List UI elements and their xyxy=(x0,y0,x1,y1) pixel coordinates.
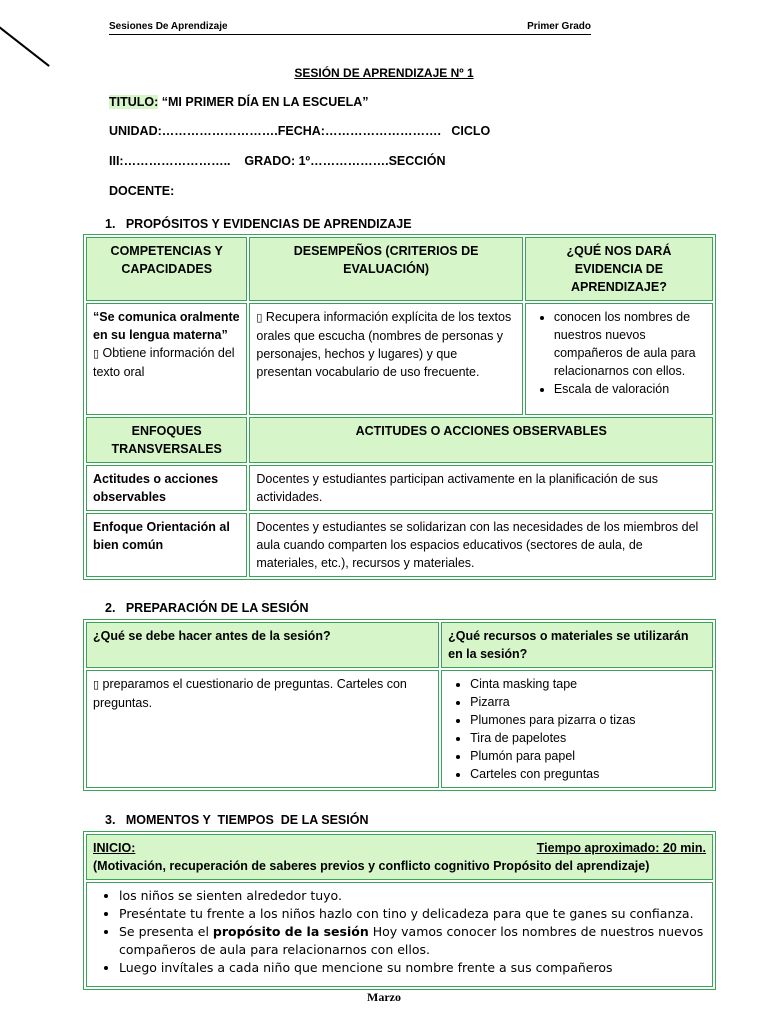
recurso-item: • Carteles con preguntas xyxy=(470,765,706,783)
competencias-header: COMPETENCIAS Y CAPACIDADES xyxy=(86,237,247,301)
capacidad-text: Obtiene información del texto oral xyxy=(93,346,235,379)
recurso-item: • Plumones para pizarra o tizas xyxy=(470,711,706,729)
inicio-item: • Luego invítales a cada niño que mencione su nombre frente a sus compañeros xyxy=(119,959,706,977)
checkbox-icon: ▯ xyxy=(93,347,100,360)
tiempo-label: Tiempo aproximado: 20 min. xyxy=(536,841,706,855)
inicio-item: • los niños se sienten alrededor tuyo. xyxy=(119,887,706,905)
section1-heading: 1. PROPÓSITOS Y EVIDENCIAS DE APRENDIZAJE xyxy=(105,217,412,231)
grado-seccion-line: III:…………………….. GRADO: 1º……………….SECCIÓN xyxy=(109,154,446,168)
recursos-header: ¿Qué recursos o materiales se utilizarán en la sesión? xyxy=(441,622,713,668)
inicio-item: • Preséntate tu frente a los niños hazlo con tino y delicadeza para que te ganes su confianza. xyxy=(119,905,706,923)
titulo-label: TITULO: xyxy=(109,95,159,109)
checkbox-icon: ▯ xyxy=(93,678,100,691)
desempeno-text: Recupera información explícita de los textos orales que escucha (nombres de personas y personajes, hechos y lugares) y que presentan vocabulario de uso frecuente. xyxy=(256,310,512,379)
actitudes-text: Docentes y estudiantes participan activamente en la planificación de sus actividades. xyxy=(249,465,713,511)
inicio-header-cell xyxy=(86,834,713,880)
antes-cell xyxy=(86,670,439,788)
page-header xyxy=(109,21,591,35)
corner-decoration-line xyxy=(0,22,50,67)
proposito-bold: propósito de la sesión xyxy=(212,924,369,939)
enfoque-label: Enfoque Orientación al bien común xyxy=(86,513,247,577)
footer-month: Marzo xyxy=(367,990,401,1004)
docente-line: DOCENTE: xyxy=(109,184,175,198)
antes-text: preparamos el cuestionario de preguntas. Carteles con preguntas. xyxy=(93,677,407,710)
inicio-subtitle: (Motivación, recuperación de saberes previos y conflicto cognitivo Propósito del aprendizaje) xyxy=(93,859,650,873)
titulo-line xyxy=(109,95,369,109)
momentos-table xyxy=(83,831,716,990)
checkbox-icon: ▯ xyxy=(256,311,263,324)
inicio-label: INICIO: xyxy=(93,841,136,855)
inicio-row xyxy=(93,839,706,857)
actitudes-label: Actitudes o acciones observables xyxy=(86,465,247,511)
enfoque-text: Docentes y estudiantes se solidarizan con las necesidades de los miembros del aula cuando comparten los espacios educativos (sectores de aula, de materiales, etc.), recursos y materiales. xyxy=(249,513,713,577)
inicio-item-pre: Se presenta el xyxy=(119,924,213,939)
evidencia-item: • conocen los nombres de nuestros nuevos compañeros de aula para relacionarnos con ellos. xyxy=(554,308,706,380)
inicio-item-post: Hoy vamos conocer los nombres de nuestros nuevos compañeros de aula para relacionarnos con ellos. xyxy=(119,924,704,957)
recurso-item: • Cinta masking tape xyxy=(470,675,706,693)
section3-heading: 3. MOMENTOS Y TIEMPOS DE LA SESIÓN xyxy=(105,813,369,827)
inicio-item xyxy=(119,923,706,959)
enfoques-header: ENFOQUES TRANSVERSALES xyxy=(86,417,247,463)
desempeno-cell xyxy=(249,303,522,415)
capacidad-line xyxy=(93,344,240,381)
competencia-text: “Se comunica oralmente en su lengua materna” xyxy=(93,310,240,342)
session-title: SESIÓN DE APRENDIZAJE Nº 1 xyxy=(294,66,474,80)
desempenos-header: DESEMPEÑOS (CRITERIOS DE EVALUACIÓN) xyxy=(249,237,522,301)
evidencia-header: ¿QUÉ NOS DARÁ EVIDENCIA DE APRENDIZAJE? xyxy=(525,237,713,301)
titulo-value: “MI PRIMER DÍA EN LA ESCUELA” xyxy=(158,95,369,109)
evidencia-item: • Escala de valoración xyxy=(554,380,706,398)
recurso-item: • Plumón para papel xyxy=(470,747,706,765)
recursos-cell xyxy=(441,670,713,788)
header-right: Primer Grado xyxy=(527,21,591,32)
unidad-fecha-line: UNIDAD:……………………….FECHA:………………………. CICLO xyxy=(109,124,491,138)
section2-heading: 2. PREPARACIÓN DE LA SESIÓN xyxy=(105,601,309,615)
inicio-body-cell xyxy=(86,882,713,987)
evidencia-cell xyxy=(525,303,713,415)
antes-header: ¿Qué se debe hacer antes de la sesión? xyxy=(86,622,439,668)
propositos-table xyxy=(83,234,716,580)
competencia-cell xyxy=(86,303,247,415)
recurso-item: • Tira de papelotes xyxy=(470,729,706,747)
header-left: Sesiones De Aprendizaje xyxy=(109,21,228,32)
recurso-item: • Pizarra xyxy=(470,693,706,711)
preparacion-table xyxy=(83,619,716,791)
actitudes-header: ACTITUDES O ACCIONES OBSERVABLES xyxy=(249,417,713,463)
